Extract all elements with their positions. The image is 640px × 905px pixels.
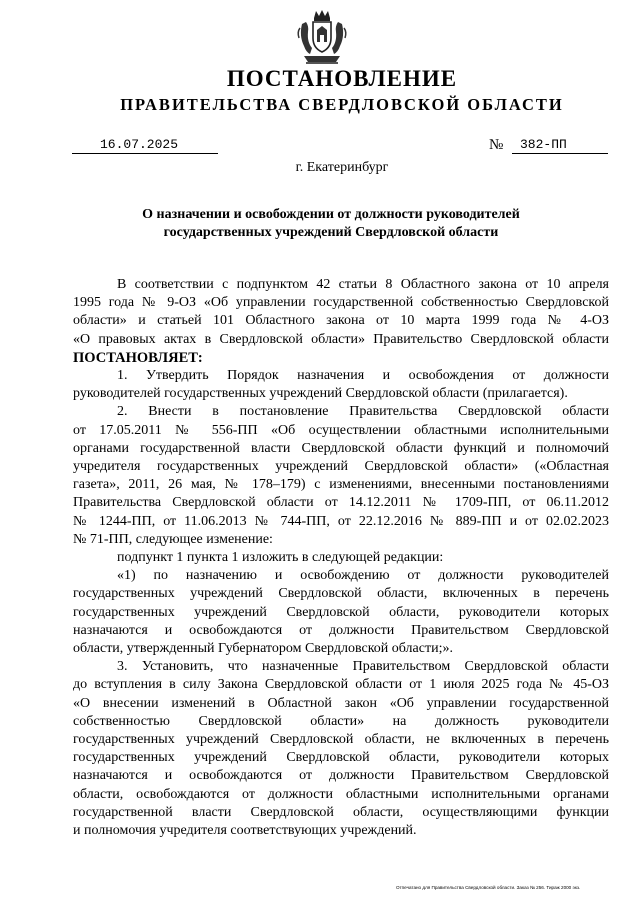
text-line: 3. Установить, что назначенные Правительством Свердловской области (117, 659, 609, 675)
heading-line: О назначении и освобождении от должности руководителей (142, 207, 520, 222)
text-line: от 17.05.2011 № 556-ПП «Об осуществлении областными исполнительными (73, 422, 609, 438)
text-line: до вступления в силу Закона Свердловской области от 1 июля 2025 года № 45-ОЗ (73, 677, 609, 693)
text-line: области, утвержденный Губернатором Свердловской области;». (73, 641, 453, 657)
text-line: «О внесении изменений в Областной закон «Об управлении государственной (73, 695, 609, 711)
text-line: государственных учреждений Свердловской области, не включенных в перечень (73, 732, 609, 748)
text-line: «1) по назначению и освобождению от должности руководителей (117, 568, 609, 584)
text-line: назначаются и освобождаются от должности Правительством Свердловской (73, 622, 609, 638)
issuer-title: ПРАВИТЕЛЬСТВА СВЕРДЛОВСКОЙ ОБЛАСТИ (120, 95, 564, 114)
document-type-title: ПОСТАНОВЛЕНИЕ (226, 66, 458, 91)
text-line: В соответствии с подпунктом 42 статьи 8 Областного закона от 10 апреля (117, 277, 609, 292)
coat-of-arms-emblem (296, 8, 348, 66)
text-line: государственной власти Свердловской области, осуществляющими функции (73, 804, 609, 820)
paragraph-preamble (73, 276, 609, 349)
print-footer: Отпечатано для Правительства Свердловской области. Заказ № 256. Тираж 2000 экз. (396, 885, 581, 890)
text-line: государственных учреждений Свердловской области, руководители которых (73, 750, 609, 766)
text-line: Правительства Свердловской области от 14.12.2011 № 1709-ПП, от 06.11.2012 (73, 495, 609, 511)
text-line: собственностью Свердловской области» на должность руководители (73, 713, 609, 729)
text-line: № 1244-ПП, от 11.06.2013 № 744-ПП, от 22.12.2016 № 889-ПП и от 02.02.2023 (73, 513, 609, 529)
text-line: газета», 2011, 26 мая, № 178–179) с изменениями, внесенными постановлениями (73, 477, 609, 493)
paragraph-subitem (73, 549, 609, 567)
text-line: № 71-ПП, следующее изменение: (73, 531, 273, 547)
text-line: государственных учреждений Свердловской области, руководители которых (73, 604, 609, 620)
resolves-word: ПОСТАНОВЛЯЕТ: (73, 349, 203, 366)
number-underline (512, 153, 608, 154)
text-line: области, освобождаются от должности областными исполнительными органами (73, 786, 609, 802)
paragraph-item-1 (73, 367, 609, 403)
document-body (73, 276, 609, 840)
date-underline (72, 153, 218, 154)
text-line: 1. Утвердить Порядок назначения и освобождения от должности (117, 368, 609, 384)
text-line: государственных учреждений Свердловской области, включенных в перечень (73, 586, 609, 602)
text-line: подпункт 1 пункта 1 изложить в следующей редакции: (117, 550, 444, 566)
text-line: «О правовых актах в Свердловской области» Правительство Свердловской области (73, 331, 609, 347)
text-line: назначаются и освобождаются от должности Правительством Свердловской (73, 768, 609, 784)
document-number: 382-ПП (520, 137, 567, 152)
paragraph-item-2 (73, 403, 609, 549)
text-line: области» и статьей 101 Областного закона от 10 марта 1999 года № 4-ОЗ (73, 313, 609, 329)
document-heading (100, 206, 562, 242)
paragraph-item-3 (73, 658, 609, 840)
number-sign: № (489, 137, 504, 153)
text-line: руководителей государственных учреждений Свердловской области (прилагается). (73, 386, 568, 402)
text-line: органами государственной власти Свердловской области функций и полномочий (73, 440, 609, 456)
text-line: 1995 года № 9-ОЗ «Об управлении государственной собственностью Свердловской (73, 295, 609, 311)
heading-line: государственных учреждений Свердловской области (163, 225, 499, 240)
document-city: г. Екатеринбург (295, 160, 389, 175)
text-line: и полномочия учредителя соответствующих учреждений. (73, 823, 417, 839)
text-line: учредителя государственных учреждений Свердловской области» («Областная (73, 459, 609, 475)
paragraph-quote (73, 567, 609, 658)
text-line: 2. Внести в постановление Правительства Свердловской области (117, 404, 609, 420)
document-date: 16.07.2025 (100, 137, 179, 152)
